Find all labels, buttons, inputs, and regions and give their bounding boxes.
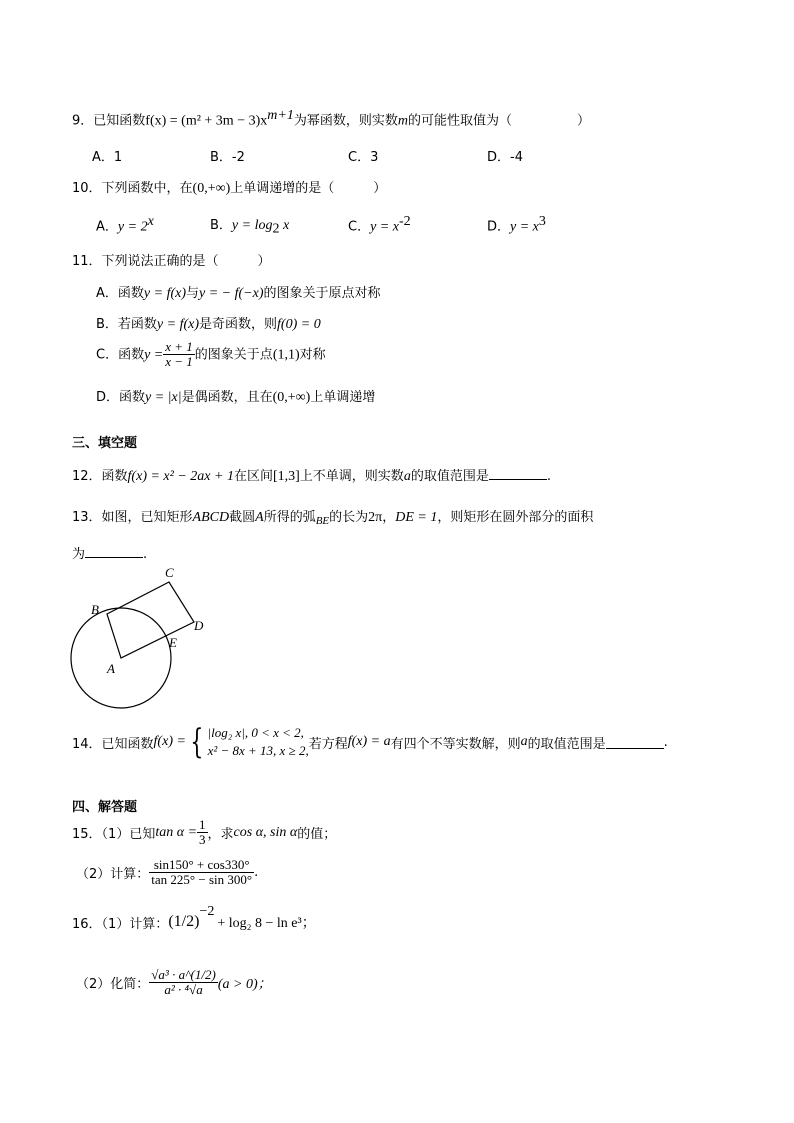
- q10-stem-a: 10．下列函数中，在: [72, 181, 193, 196]
- q16-p2-fraction: [149, 968, 218, 998]
- q12-line: [72, 465, 551, 485]
- q13-text7: 为: [72, 547, 86, 562]
- q10-a-expr: y = 2: [117, 219, 148, 235]
- q9-exponent: m+1: [267, 108, 294, 123]
- q10-a-sup: x: [147, 214, 154, 229]
- q15-part1: [72, 818, 336, 848]
- q13-text4: 的长为: [329, 510, 369, 525]
- q9-tail: 的可能性取值为（ ）: [407, 113, 590, 129]
- q15-p1-math2: cos α, sin α: [233, 824, 298, 840]
- q14-left-brace: {: [190, 722, 204, 762]
- q13-figure: [60, 560, 210, 710]
- q12-text1: 12．函数: [72, 469, 128, 484]
- q10-b-tail: x: [279, 218, 290, 233]
- q9-option-d[interactable]: D．-4: [487, 150, 523, 165]
- q9-var: m: [397, 113, 408, 129]
- q14-text4: 的取值范围是: [527, 736, 606, 752]
- q11-stem: 11．下列说法正确的是（ ）: [72, 254, 271, 269]
- figure-label-b: B: [91, 602, 99, 617]
- q11-c-math1: y =: [144, 347, 164, 363]
- q12-text3: 上不单调，则实数: [299, 469, 404, 484]
- q10-a-label: A．: [96, 219, 118, 235]
- q16-p2-text1: （2）化简：: [76, 977, 150, 993]
- q10-interval: (0,+∞): [192, 181, 231, 196]
- q14-math2: f(x) = a: [347, 734, 391, 749]
- q14-text3: 有四个不等实数解，则: [390, 736, 521, 752]
- q14-text2: 若方程: [308, 736, 348, 752]
- q11-a-math1: y = f(x): [143, 286, 186, 301]
- q10-d-expr: y = x: [510, 219, 539, 235]
- q15-p1-text2: ，求: [207, 827, 234, 843]
- q15-p1-den: 3: [199, 832, 206, 848]
- q11-b-math1: y = f(x): [156, 317, 200, 332]
- q15-p2-period: .: [254, 865, 259, 881]
- q11-b-text1: B．若函数: [96, 317, 157, 332]
- q16-part1: [72, 904, 316, 932]
- q13-text6: ，则矩形在圆外部分的面积: [437, 510, 594, 525]
- q16-p2-den: a² · ⁴√a: [149, 982, 218, 997]
- q16-p2-num: √a³ · a^(1/2): [151, 967, 216, 982]
- section-4-heading: 四、解答题: [72, 800, 138, 815]
- q12-math3: a: [403, 469, 411, 484]
- q13-math2: A: [255, 510, 264, 525]
- q11-c-fraction: [163, 340, 195, 370]
- q16-p1-text1: 16．（1）计算：: [72, 916, 169, 932]
- q12-period: .: [546, 469, 551, 484]
- q10-option-b[interactable]: [210, 214, 289, 238]
- q14-math3: a: [520, 734, 528, 749]
- q15-p2-num: sin150° + cos330°: [153, 857, 250, 872]
- q12-math2: [1,3]: [272, 469, 300, 484]
- q11-d-text3: 上单调递增: [310, 390, 376, 405]
- q9-suffix: 为幂函数，则实数: [293, 113, 398, 129]
- q13-answer-blank[interactable]: [85, 545, 143, 558]
- q13-math5: DE = 1: [395, 510, 438, 525]
- q14-answer-blank[interactable]: [606, 736, 664, 749]
- q14-cases: [208, 724, 309, 759]
- figure-label-a: A: [107, 661, 115, 676]
- q10-b-label: B．: [210, 218, 232, 233]
- q14-period: .: [663, 734, 668, 750]
- q11-c-num: x + 1: [165, 339, 193, 354]
- q11-a-math2: y = − f(−x): [199, 286, 264, 301]
- q14-case2: x² − 8x + 13, x ≥ 2,: [207, 743, 309, 758]
- q11-d-text2: 是偶函数，且在: [181, 390, 273, 405]
- q13-text3: 所得的弧: [263, 510, 316, 525]
- q10-option-c[interactable]: [348, 214, 411, 235]
- q10-option-d[interactable]: [487, 214, 546, 235]
- q9-option-a[interactable]: A．1: [92, 150, 123, 165]
- q11-c-den: x − 1: [165, 354, 193, 370]
- q16-p2-condition: (a > 0)；: [217, 976, 272, 992]
- q13-text1: 13．如图，已知矩形: [72, 510, 193, 525]
- q10-c-label: C．: [348, 219, 371, 235]
- q13-period: .: [143, 547, 148, 562]
- q10-d-sup: 3: [538, 214, 546, 229]
- figure-label-c: C: [165, 565, 174, 580]
- q11-c-text1: C．函数: [96, 347, 145, 363]
- q14-case1: |log₂ x|, 0 < x < 2,: [207, 725, 304, 741]
- q13-math4: 2π: [368, 510, 383, 525]
- q13-line1: [72, 506, 593, 526]
- q14-text1: 14．已知函数: [72, 736, 154, 752]
- q11-a-text2: 与: [186, 286, 200, 301]
- q10-stem-b: 上单调递增的是（ ）: [230, 181, 387, 196]
- q10-d-label: D．: [487, 219, 511, 235]
- q15-p1-fraction: [197, 818, 208, 848]
- q11-a-text3: 的图象关于原点对称: [263, 286, 381, 301]
- q15-p1-text1: 15．（1）已知: [72, 827, 156, 843]
- q11-c-math2: (1,1): [272, 347, 300, 363]
- q14-line: [72, 720, 668, 764]
- q12-math1: f(x) = x² − 2ax + 1: [127, 469, 234, 484]
- q11-c-text3: 对称: [299, 347, 326, 363]
- q16-p1-rest: + log₂ 8 − ln e³；: [217, 916, 316, 931]
- q10-c-sup: -2: [398, 214, 411, 229]
- q11-option-b[interactable]: [96, 313, 321, 333]
- q11-c-text2: 的图象关于点: [194, 347, 273, 363]
- q10-b-expr: y = log: [231, 218, 273, 233]
- q15-p1-text3: 的值；: [297, 827, 337, 843]
- q15-part2: [76, 858, 258, 888]
- q11-b-text2: 是奇函数，则: [199, 317, 278, 332]
- q10-option-a[interactable]: [96, 214, 154, 235]
- q9-prefix: 9．已知函数: [72, 113, 146, 129]
- q15-p2-text1: （2）计算：: [76, 867, 150, 883]
- q10-b-sub: 2: [272, 221, 280, 237]
- figure-rectangle: [107, 582, 194, 658]
- figure-label-e: E: [169, 635, 177, 650]
- q11-d-math2: (0,+∞): [272, 390, 311, 405]
- q15-p1-math1: tan α =: [155, 824, 198, 840]
- q9-line: [72, 108, 590, 129]
- q12-text4: 的取值范围是: [410, 469, 489, 484]
- q13-text5: ，: [382, 510, 396, 525]
- q13-math1: ABCD: [192, 510, 230, 525]
- figure-label-d: D: [194, 618, 204, 633]
- q12-text2: 在区间: [233, 469, 273, 484]
- q13-text2: 截圆: [229, 510, 256, 525]
- q15-p2-fraction: [149, 858, 254, 888]
- q16-part2: [76, 968, 272, 998]
- q10-c-expr: y = x: [370, 219, 399, 235]
- q11-option-d[interactable]: [96, 386, 375, 406]
- q9-formula: f(x) = (m² + 3m − 3)x: [145, 113, 268, 129]
- q11-b-math2: f(0) = 0: [277, 317, 321, 332]
- q15-p2-den: tan 225° − sin 300°: [151, 872, 253, 888]
- q9-option-c[interactable]: C．3: [348, 150, 379, 165]
- section-3-heading: 三、填空题: [72, 436, 138, 451]
- q16-p1-base: (1/2): [168, 913, 200, 930]
- q10-stem: [72, 177, 386, 197]
- q16-p1-exp: −2: [199, 904, 215, 919]
- q12-answer-blank[interactable]: [489, 467, 547, 480]
- q11-a-text1: A．函数: [96, 286, 144, 301]
- q11-option-a[interactable]: [96, 282, 381, 302]
- q11-option-c[interactable]: [96, 340, 326, 370]
- q11-d-text1: D．函数: [96, 390, 146, 405]
- q11-d-math1: y = |x|: [145, 390, 182, 405]
- q14-math1: f(x) =: [153, 734, 186, 749]
- q9-option-b[interactable]: B．-2: [210, 150, 245, 165]
- q13-arc: BE: [315, 515, 330, 527]
- q15-p1-num: 1: [199, 817, 206, 832]
